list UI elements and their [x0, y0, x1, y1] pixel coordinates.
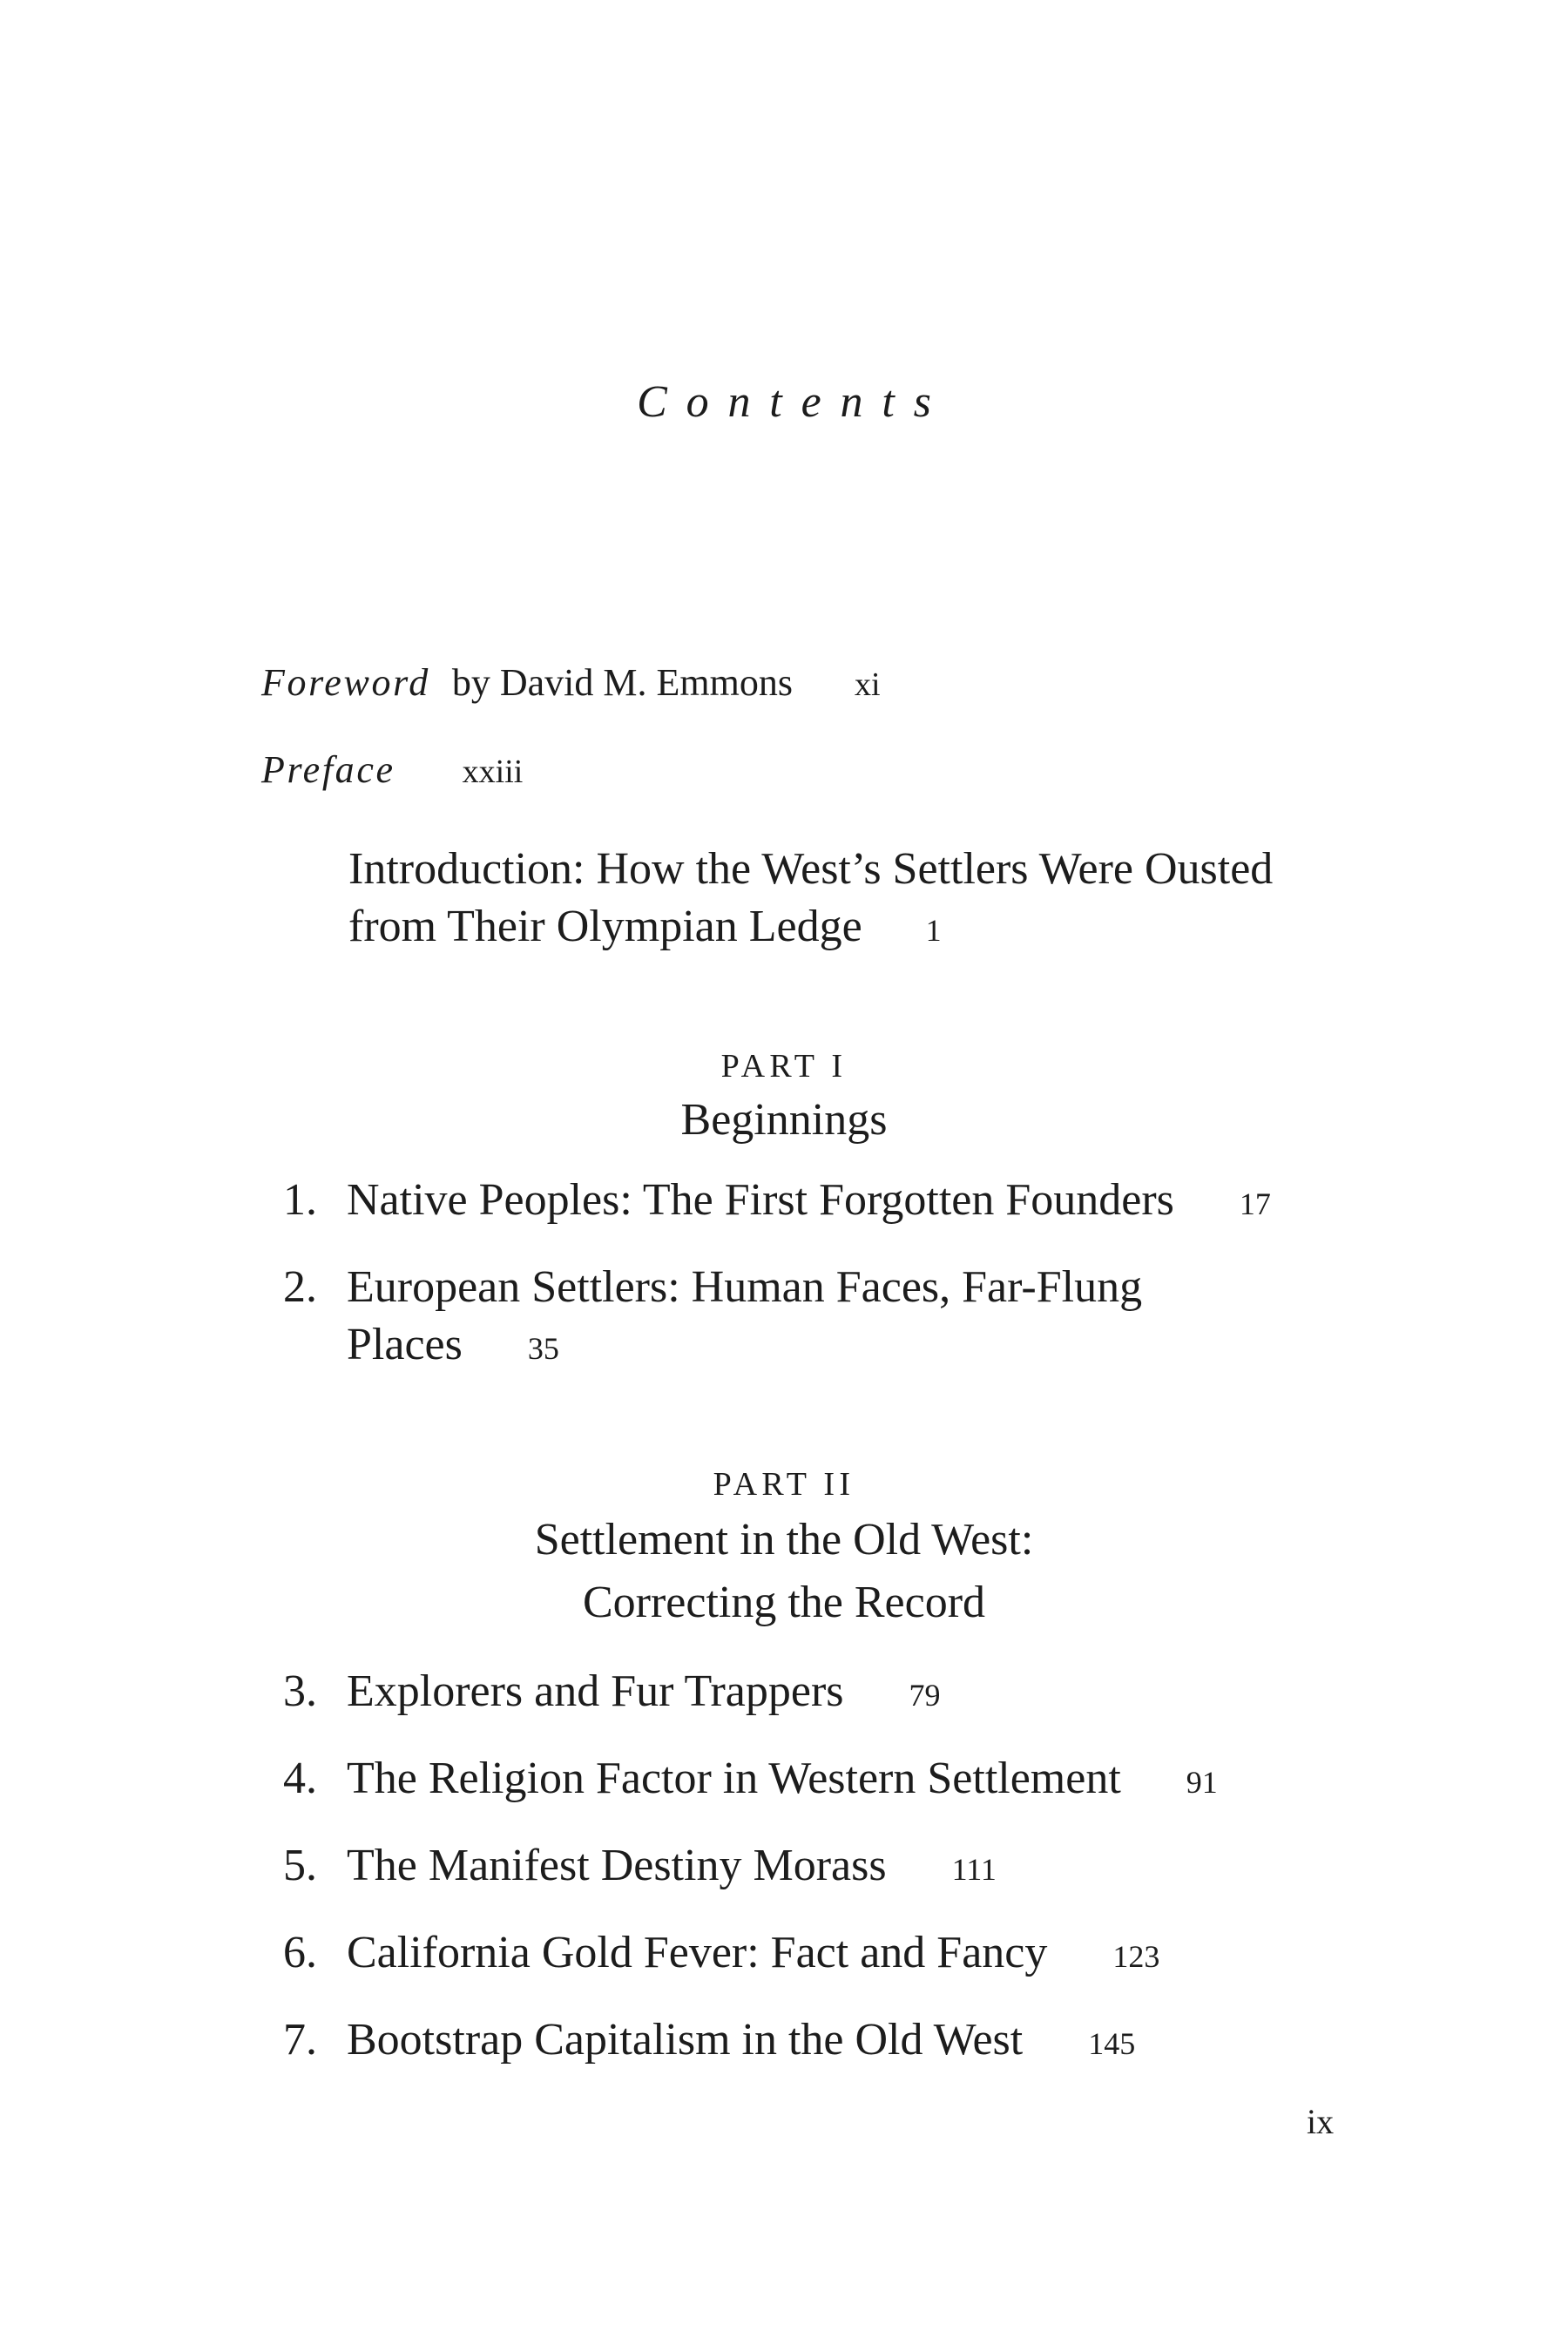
introduction-page-number: 1: [925, 913, 942, 948]
part-2-title-line-2: Correcting the Record: [582, 1578, 986, 1627]
chapter-1-number: 1.: [283, 1175, 317, 1225]
chapter-2-title-line-2: Places: [347, 1320, 463, 1369]
part-1-label: PART I: [720, 1048, 848, 1085]
chapter-1-entry[interactable]: [347, 1175, 1271, 1225]
chapter-7-entry[interactable]: [347, 2017, 1135, 2063]
chapter-6-page-number: 123: [1112, 1939, 1160, 1974]
chapter-5-title: The Manifest Destiny Morass: [347, 1841, 887, 1890]
chapter-4-number: 4.: [283, 1754, 317, 1803]
chapter-6-entry[interactable]: [347, 1930, 1159, 1976]
chapter-4-page-number: 91: [1186, 1765, 1218, 1800]
preface-label: Preface: [261, 748, 395, 791]
foreword-page-number: xi: [854, 666, 881, 703]
foreword-label: Foreword: [261, 661, 430, 704]
part-2-label: PART II: [713, 1466, 855, 1503]
introduction-line-2-wrap: [348, 904, 1273, 950]
chapter-5-entry[interactable]: [347, 1843, 997, 1889]
chapter-4-title: The Religion Factor in Western Settlement: [347, 1754, 1121, 1803]
introduction-line-2: from Their Olympian Ledge: [348, 902, 862, 951]
chapter-2-title-line-1: European Settlers: Human Faces, Far-Flung: [347, 1262, 1143, 1312]
part-1-title: Beginnings: [680, 1095, 888, 1145]
chapter-2-page-number: 35: [527, 1331, 559, 1366]
introduction-entry[interactable]: [348, 844, 1274, 951]
chapter-3-entry[interactable]: [347, 1666, 941, 1716]
chapter-4-entry[interactable]: [347, 1756, 1218, 1801]
chapter-5-number: 5.: [283, 1841, 317, 1890]
chapter-3-title: Explorers and Fur Trappers: [347, 1666, 844, 1716]
chapter-7-number: 7.: [283, 2015, 317, 2065]
chapter-2-line-2-wrap: [347, 1322, 1142, 1368]
chapter-5-page-number: 111: [951, 1852, 997, 1887]
chapter-7-page-number: 145: [1088, 2026, 1136, 2061]
chapter-6-title: California Gold Fever: Fact and Fancy: [347, 1928, 1048, 1977]
chapter-7-title: Bootstrap Capitalism in the Old West: [347, 2015, 1024, 2065]
preface-entry[interactable]: [261, 748, 524, 791]
chapter-2-number: 2.: [283, 1262, 317, 1312]
chapter-2-entry[interactable]: [347, 1262, 1143, 1369]
chapter-6-number: 6.: [283, 1928, 317, 1977]
foreword-author: by David M. Emmons: [451, 661, 793, 704]
chapter-3-page-number: 79: [909, 1678, 941, 1713]
page-folio: ix: [1307, 2102, 1335, 2141]
chapter-1-title: Native Peoples: The First Forgotten Founders: [347, 1175, 1174, 1225]
part-2-title-line-1: Settlement in the Old West:: [534, 1515, 1034, 1565]
foreword-entry[interactable]: [261, 661, 881, 704]
chapter-1-page-number: 17: [1239, 1186, 1271, 1221]
chapter-3-number: 3.: [283, 1666, 317, 1716]
introduction-line-1: Introduction: How the West’s Settlers Were Ousted: [348, 844, 1274, 894]
contents-heading: Contents: [637, 377, 950, 427]
preface-page-number: xxiii: [462, 754, 524, 790]
